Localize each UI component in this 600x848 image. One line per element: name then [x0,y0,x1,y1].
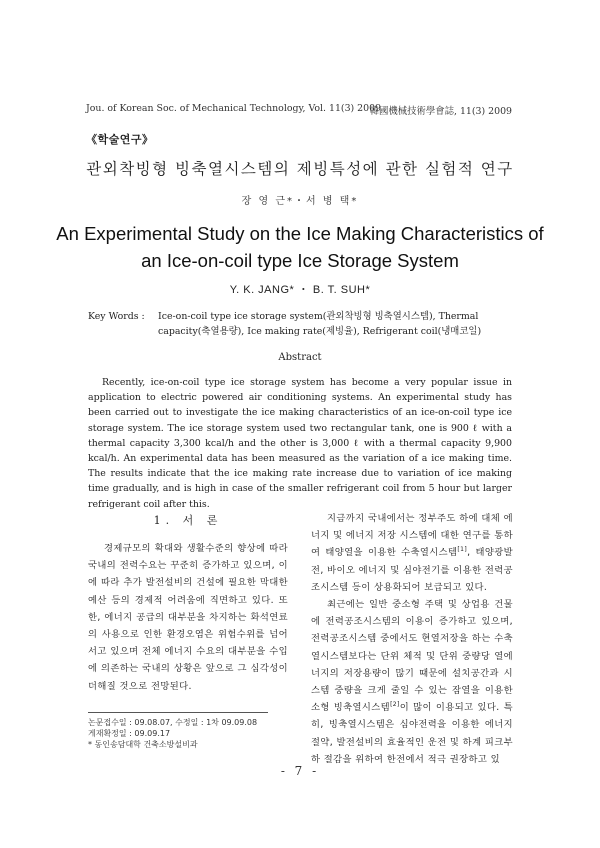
intro-paragraph-2-text-a: 지금까지 국내에서는 정부주도 하에 대체 에너지 및 에너지 저장 시스템에 대한 연구를 통하여 태양열을 이용한 수축열시스템 [311,513,513,559]
authors-english: Y. K. JANG* ・ B. T. SUH* [229,284,371,296]
abstract-text: Recently, ice-on-coil type ice storage system has become a very popular issue in application to electric powered air conditioning systems. An experimental study has been carried out to investigate the ice making characteristics of an ice-on-coil type ice storage system. The ice storage system used two rectangular tank, one is 900 ℓ with a thermal capacity 3,300 kcal/h and the other is 3,000 ℓ with a thermal capacity 9,900 kcal/h. An experimental data has been measured as the variation of a ice making time. The results indicate that the ice making rate increase due to variation of ice making time gradually, and is high in case of the smaller refrigerant coil from 5 hour but larger refrigerant coil after this. [88,377,512,510]
intro-paragraph-2 [311,510,513,596]
intro-paragraph-1: 경제규모의 확대와 생활수준의 향상에 따라 국내의 전력수요는 꾸준히 증가하고 있으며, 이에 따라 추가 발전설비의 건설에 필요한 막대한 예산 등의 경제적 어려움에 직면하고 있다. 또한, 에너지 공급의 대부분을 차지하는 화석연료의 사용으로 인한 환경오염은 위험수위를 넘어서고 있으며 전체 에너지 수요의 대부분을 수입에 의존하는 국내의 상황은 앞으로 그 심각성이 더해질 것으로 전망된다. [88,543,288,692]
authors-korean: 장 영 근*・서 병 택* [241,196,359,207]
column-left [88,512,288,695]
footnote-divider [88,712,268,713]
intro-paragraph-3-text-b: 이 많이 이용되고 있다. 특히, 빙축열시스템은 심야전력을 이용한 에너지 절약, 발전설비의 효율적인 운전 및 하계 피크부하 절감을 위하여 한전에서 적극 권장하고 있 [311,702,513,765]
intro-paragraph-2-text-b: , 태양광발전, 바이오 에너지 및 심야전기를 이용한 전력공조시스템 등이 상용화되어 보급되고 있다. [311,547,513,593]
reference-1: [1] [457,546,468,554]
footnote-received: 논문접수일 : 09.08.07, 수정일 : 1차 09.09.08 [88,718,258,727]
title-english [0,220,600,274]
intro-paragraph-3 [311,596,513,768]
keywords-block [88,309,518,339]
journal-header-kr: 韓國機械技術學會誌, 11(3) 2009 [369,106,512,117]
footnote-affiliation: * 동인송담대학 건축소방설비과 [88,740,198,749]
title-english-line2: an Ice-on-coil type Ice Storage System [141,250,459,271]
footnote-accepted: 게재확정일 : 09.09.17 [88,729,171,738]
title-english-line1: An Experimental Study on the Ice Making Characteristics of [56,223,544,244]
title-korean: 관외착빙형 빙축열시스템의 제빙특성에 관한 실험적 연구 [86,160,514,178]
intro-section-title: 1. 서 론 [153,514,223,527]
journal-header-en: Jou. of Korean Soc. of Mechanical Technology, Vol. 11(3) 2009 [86,103,382,114]
reference-2: [2] [390,701,400,709]
section-tag: 《학술연구》 [86,133,154,146]
column-right [311,510,513,768]
page-number: - 7 - [280,764,320,778]
keywords-label: Key Words : [88,311,145,322]
intro-paragraph-3-text-a: 최근에는 일반 중소형 주택 및 상업용 건물에 전력공조시스템의 이용이 증가하고 있으며, 전력공조시스템 중에서도 현열저장을 하는 수축열시스템보다는 단위 체적 및 단위 중량당 열에너지의 저장용량이 많기 때문에 설치공간과 시스템 중량을 크게 줄일 수 있는 잠열을 이용한 소형 빙축열시스템 [311,599,513,714]
abstract-heading: Abstract [278,352,322,363]
keywords-text: Ice-on-coil type ice storage system(관외착빙형 빙축열시스템), Thermal capacity(축열용량), Ice making rate(제빙율), Refrigerant coil(냉매코일) [158,311,482,337]
